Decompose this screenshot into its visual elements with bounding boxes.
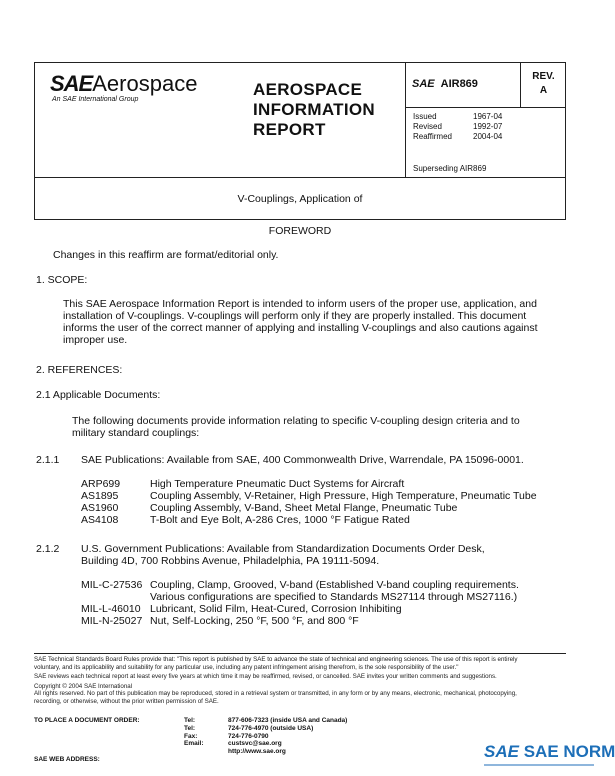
foreword-heading: FOREWORD	[268, 225, 332, 237]
footer-notice: SAE Technical Standards Board Rules provide that: "This report is published by SAE to advance the state of technical and engineering sciences. The use of this report is entirely voluntary, and its applicability and suitability for any particular use, including any patent infringement arising therefrom, is the sole responsibility of the user." SAE reviews each technical report at least every five years at which time it may be reaffirmed, revised, or cancelled. SAE invites your written comments and suggestions. Copyright © 2004 SAE International All rights reserved. No part of this publication may be reproduced, stored in a retrieval system or transmitted, in any form or by any means, electronic, mechanical, photocopying, recording, or otherwise, without the prior written permission of SAE.	[34, 656, 518, 705]
list-item: MIL-N-25027 Nut, Self-Locking, 250 °F, 500 °F, and 800 °F	[81, 615, 359, 627]
footer-rule	[34, 653, 566, 654]
divider	[405, 107, 566, 108]
logo-subtitle: An SAE International Group	[52, 96, 139, 103]
references-intro: The following documents provide information relating to specific V-coupling design criteria and to military standard couplings:	[72, 415, 520, 439]
document-dates: Issued 1967-04 Revised 1992-07 Reaffirmed 2004-04	[413, 112, 503, 141]
divider	[405, 62, 406, 178]
document-title: V-Couplings, Application of	[237, 193, 363, 205]
list-item: MIL-C-27536 Coupling, Clamp, Grooved, V-band (Established V-band coupling requirements.	[81, 579, 519, 591]
references-heading: 2. REFERENCES:	[36, 364, 123, 376]
superseding-note: Superseding AIR869	[413, 164, 487, 173]
gov-documents-list	[81, 579, 519, 627]
foreword-text: Changes in this reaffirm are format/editorial only.	[53, 249, 279, 261]
list-item: MIL-L-46010 Lubricant, Solid Film, Heat-Cured, Corrosion Inhibiting	[81, 603, 402, 615]
list-item: AS1960 Coupling Assembly, V-Band, Sheet Metal Flange, Pneumatic Tube	[81, 502, 458, 514]
gov-publications-number: 2.1.2	[36, 543, 60, 555]
sae-documents-list	[81, 478, 537, 526]
document-number: SAE AIR869	[412, 78, 478, 90]
divider	[34, 177, 566, 178]
scope-text: This SAE Aerospace Information Report is intended to inform users of the proper use, application, and installation of V-couplings. V-couplings will perform only if they are properly installed. This document informs the user of the correct manner of applying and installing V-couplings and also cautions against improper use.	[63, 298, 538, 346]
list-item: Various configurations are specified to Standards MS27114 through MS27116.)	[150, 591, 518, 603]
applicable-documents-heading: 2.1 Applicable Documents:	[36, 389, 161, 401]
web-address-label: SAE WEB ADDRESS:	[34, 756, 100, 763]
list-item: AS1895 Coupling Assembly, V-Retainer, High Pressure, High Temperature, Pneumatic Tube	[81, 490, 537, 502]
list-item: ARP699 High Temperature Pneumatic Duct Systems for Aircraft	[81, 478, 405, 490]
revision-box: REV. A	[532, 71, 555, 96]
contact-info: Tel: 877-606-7323 (inside USA and Canada) Tel: 724-776-4970 (outside USA) Fax: 724-776-0790 Email: custsvc@sae.org http://www.sae.org	[184, 717, 348, 756]
order-labels	[34, 717, 140, 764]
watermark-underline	[484, 764, 594, 766]
gov-publications-heading: U.S. Government Publications: Available from Standardization Documents Order Desk, Building 4D, 700 Robbins Avenue, Philadelphia, PA 19111-5094.	[81, 543, 485, 567]
order-label: TO PLACE A DOCUMENT ORDER:	[34, 717, 140, 724]
list-item: AS4108 T-Bolt and Eye Bolt, A-286 Cres, 1000 °F Fatigue Rated	[81, 514, 410, 526]
report-type: AEROSPACE INFORMATION REPORT	[253, 80, 375, 139]
sae-aerospace-logo: SAEAerospace An SAE International Group	[50, 71, 198, 103]
sae-publications-number: 2.1.1	[36, 454, 60, 466]
sae-norm-watermark: SAE SAE NORM	[484, 742, 615, 761]
scope-heading: 1. SCOPE:	[36, 274, 88, 286]
divider	[34, 219, 566, 220]
sae-publications-heading: SAE Publications: Available from SAE, 400 Commonwealth Drive, Warrendale, PA 15096-0001.	[81, 454, 524, 466]
